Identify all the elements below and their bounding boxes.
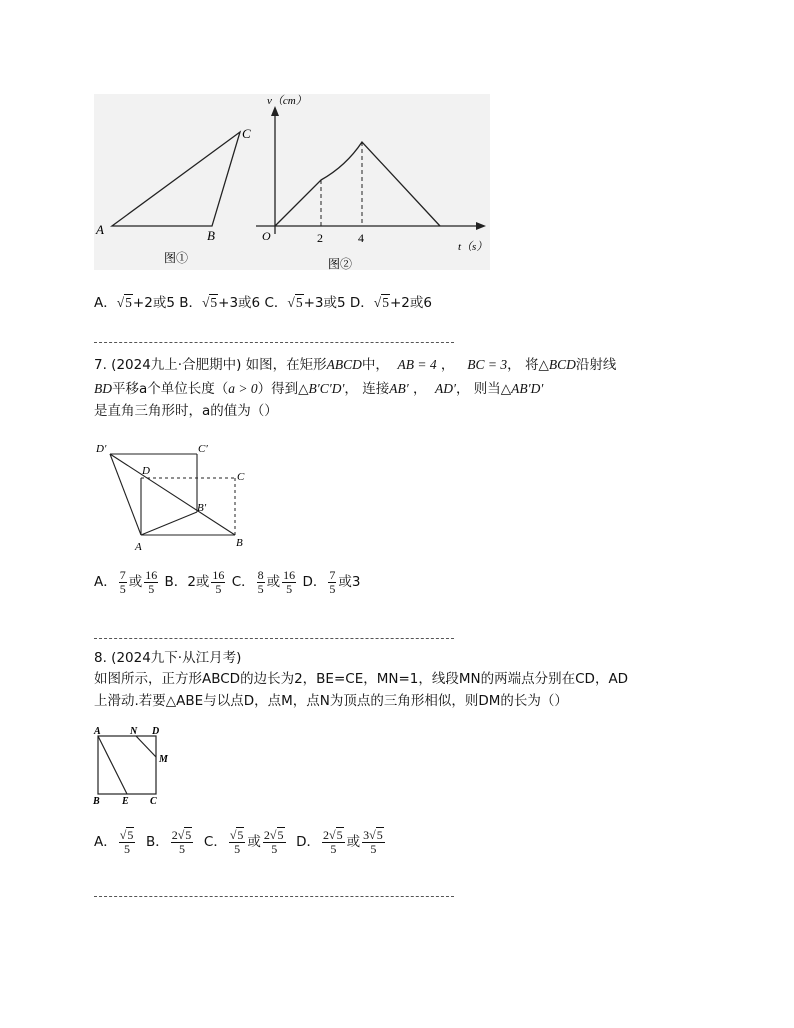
q8-option-b[interactable]: B． $\frac{2√5}{5}$ — [145, 827, 192, 856]
fig2-caption: 图② — [328, 257, 353, 270]
q6-options — [94, 294, 432, 312]
q7-line1: 7. (2024九上·合肥期中) 如图，在矩形ABCD中， AB = 4 ， BC = 3， 将△BCD沿射线 — [94, 357, 617, 373]
q8-label-n: N — [130, 726, 138, 737]
q8-line3: 上滑动.若要△ABE与以点D，点M，点N为顶点的三角形相似，则DM的长为（） — [94, 693, 568, 709]
q8-figure-svg — [92, 724, 176, 810]
speed-curve — [275, 142, 440, 226]
q7-figure-svg — [94, 440, 284, 556]
q8-label-d: D — [152, 726, 160, 737]
fig1-label-c: C — [242, 126, 251, 141]
label-bp: B′ — [197, 502, 207, 514]
q6-figure-panel — [94, 94, 490, 270]
q7-option-b[interactable]: B．2或 $\frac{16}{5}$ — [164, 567, 225, 596]
q8-option-d[interactable]: D． $\frac{2√5}{5}$ 或 $\frac{3√5}{5}$ — [296, 827, 383, 856]
square-abcd — [98, 736, 156, 794]
triangle-abc — [112, 132, 240, 226]
q6-figures-svg — [94, 94, 490, 270]
q8-line1: 8. (2024九下·从江月考) — [94, 650, 242, 666]
q7-option-d[interactable]: D． $\frac{7}{5}$ 或3 — [302, 567, 361, 596]
q8-label-m: M — [159, 754, 168, 765]
q8-option-c[interactable]: C． $\frac{√5}{5}$ 或 $\frac{2√5}{5}$ — [203, 827, 284, 856]
fig1-label-b: B — [207, 228, 215, 243]
t-axis-label: t（s） — [458, 241, 488, 253]
separator-3 — [94, 896, 454, 897]
q8-option-a[interactable]: A． $\frac{√5}{5}$ — [94, 827, 134, 856]
q7-line2: BD平移a个单位长度（a > 0）得到△B′C′D′， 连接AB′ ， AD′， 则当△AB′D′ — [94, 381, 544, 397]
separator-1 — [94, 342, 454, 343]
separator-2 — [94, 638, 454, 639]
q7-option-a[interactable]: A． $\frac{7}{5}$ 或 $\frac{16}{5}$ — [94, 567, 158, 596]
q8-figure — [92, 724, 176, 810]
fig1-label-a: A — [96, 222, 104, 237]
label-a: A — [135, 541, 142, 553]
seg-dp-a — [110, 454, 141, 535]
seg-n-m — [136, 736, 156, 757]
label-d: D — [142, 465, 150, 477]
q8-label-a: A — [94, 726, 101, 737]
seg-dp-b — [110, 454, 235, 535]
q7-line3: 是直角三角形时，a的值为（） — [94, 403, 278, 419]
origin-label: O — [262, 229, 271, 243]
seg-a-bp — [141, 512, 197, 535]
label-b: B — [236, 537, 243, 549]
tick-4: 4 — [358, 231, 364, 245]
q7-options — [94, 566, 360, 598]
q6-option-b[interactable]: B．√5+3或6 — [179, 295, 261, 311]
q6-option-c[interactable]: C．√5+3或5 — [264, 295, 346, 311]
q7-figure — [94, 440, 284, 556]
q8-label-c: C — [150, 796, 157, 807]
label-c: C — [237, 471, 245, 483]
v-axis-label: v（cm） — [267, 95, 307, 107]
seg-a-e — [98, 736, 127, 794]
label-cp: C′ — [198, 443, 208, 455]
q8-label-e: E — [122, 796, 129, 807]
q8-label-b: B — [93, 796, 100, 807]
q8-options — [94, 824, 387, 860]
label-dp: D′ — [96, 443, 107, 455]
q8-line2: 如图所示，正方形ABCD的边长为2，BE=CE，MN=1，线段MN的两端点分别在CD，AD — [94, 671, 629, 687]
t-axis-arrow — [476, 222, 486, 230]
fig1-caption: 图① — [164, 251, 189, 265]
v-axis-arrow — [271, 106, 279, 116]
q6-option-a[interactable]: A．√5+2或5 — [94, 295, 175, 311]
q6-option-d[interactable]: D．√5+2或6 — [349, 295, 432, 311]
tick-2: 2 — [317, 231, 323, 245]
q7-option-c[interactable]: C． $\frac{8}{5}$ 或 $\frac{16}{5}$ — [231, 567, 296, 596]
